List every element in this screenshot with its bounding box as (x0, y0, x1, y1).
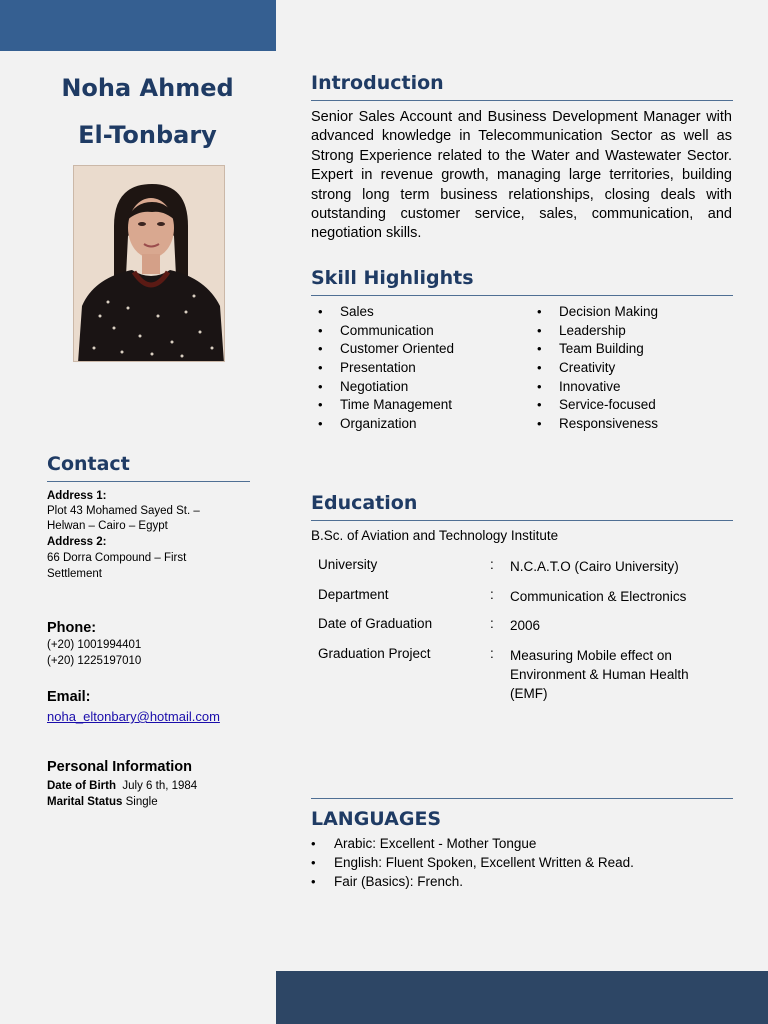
name-first-line: Noha Ahmed (61, 74, 234, 102)
phone-label: Phone: (47, 620, 97, 636)
address1-line1: Plot 43 Mohamed Sayed St. – (47, 505, 200, 517)
skills-heading: Skill Highlights (311, 267, 474, 289)
bullet-icon: • (318, 416, 323, 432)
bullet-icon: • (537, 322, 542, 338)
bullet-icon: • (318, 341, 323, 357)
personal-info-heading: Personal Information (47, 759, 193, 775)
list-item: • Responsiveness (537, 415, 658, 434)
marital-label: Marital Status (47, 796, 123, 808)
address1-label: Address 1: (47, 490, 107, 502)
edu-separator: : (490, 557, 494, 572)
bullet-icon: • (311, 874, 316, 890)
list-item: • Arabic: Excellent - Mother Tongue (311, 834, 634, 853)
address1-line2: Helwan – Cairo – Egypt (47, 520, 168, 532)
marital-value: Single (125, 796, 158, 808)
bullet-icon: • (318, 304, 323, 319)
introduction-rule (311, 100, 733, 101)
bullet-icon: • (537, 304, 542, 319)
bullet-icon: • (537, 360, 542, 376)
list-item: • Creativity (537, 359, 658, 378)
list-item: • Innovative (537, 378, 658, 397)
bullet-icon: • (537, 397, 542, 413)
edu-label: Graduation Project (318, 645, 431, 661)
skills-list-right (537, 303, 658, 434)
list-item: • Fair (Basics): French. (311, 872, 634, 891)
edu-separator: : (490, 616, 494, 631)
address2-line2: Settlement (47, 568, 102, 580)
list-item: • Negotiation (318, 378, 454, 397)
bullet-icon: • (537, 378, 542, 394)
date-of-birth (47, 779, 197, 795)
list-item: • Decision Making (537, 303, 658, 322)
list-item: • Presentation (318, 359, 454, 378)
bullet-icon: • (318, 397, 323, 413)
top-accent-bar (0, 0, 276, 51)
address2-label: Address 2: (47, 536, 107, 548)
skills-list-left (318, 303, 454, 434)
skills-rule (311, 295, 733, 296)
introduction-heading: Introduction (311, 72, 444, 94)
profile-photo (73, 165, 225, 362)
dob-value: July 6 th, 1984 (122, 780, 198, 792)
edu-separator: : (490, 645, 494, 661)
bullet-icon: • (318, 322, 323, 338)
edu-label: Date of Graduation (318, 616, 433, 631)
bullet-icon: • (318, 378, 323, 394)
bullet-icon: • (537, 416, 542, 432)
languages-list (311, 834, 634, 892)
list-item: • Service-focused (537, 396, 658, 415)
list-item: • Time Management (318, 396, 454, 415)
list-item: • Leadership (537, 322, 658, 341)
education-rule (311, 520, 733, 521)
bullet-icon: • (318, 360, 323, 376)
phone-number-2: (+20) 1225197010 (47, 655, 142, 667)
list-item: • Organization (318, 415, 454, 434)
contact-heading: Contact (47, 453, 130, 475)
edu-value: Communication & Electronics (510, 588, 687, 604)
list-item: • Team Building (537, 340, 658, 359)
edu-separator: : (490, 586, 494, 602)
edu-value: 2006 (510, 618, 541, 633)
list-item: • Customer Oriented (318, 340, 454, 359)
address2-line1: 66 Dorra Compound – First (47, 552, 187, 564)
phone-number-1: (+20) 1001994401 (47, 639, 142, 651)
edu-value: Measuring Mobile effect on Environment & Human Health (EMF) (510, 647, 689, 702)
email-link[interactable]: noha_eltonbary@hotmail.com (47, 709, 220, 724)
contact-rule (47, 481, 250, 482)
bullet-icon: • (311, 836, 316, 851)
education-heading: Education (311, 492, 418, 514)
edu-label: Department (318, 586, 389, 602)
bullet-icon: • (537, 341, 542, 357)
languages-heading: LANGUAGES (311, 808, 442, 830)
introduction-text: Senior Sales Account and Business Development Manager with advanced knowledge in Telecommunication Sector as well as Strong Experience related to the Water and Wastewater Sector. Expert in revenue growth, managing large territories, building strong long term business relationships, closing deals with outstanding customer service, sales, communication, and negotiation skills. (311, 109, 732, 242)
list-item: • Sales (318, 303, 454, 322)
languages-rule (311, 798, 733, 799)
bottom-accent-bar (276, 971, 768, 1024)
marital-status (47, 795, 158, 811)
name-last-line: El-Tonbary (78, 121, 217, 149)
list-item: • English: Fluent Spoken, Excellent Written & Read. (311, 853, 634, 872)
dob-label: Date of Birth (47, 780, 116, 792)
list-item: • Communication (318, 322, 454, 341)
bullet-icon: • (311, 855, 316, 871)
edu-label: University (318, 557, 378, 572)
email-label: Email: (47, 689, 91, 705)
edu-value: N.C.A.T.O (Cairo University) (510, 559, 679, 574)
degree-line: B.Sc. of Aviation and Technology Institute (311, 528, 559, 543)
